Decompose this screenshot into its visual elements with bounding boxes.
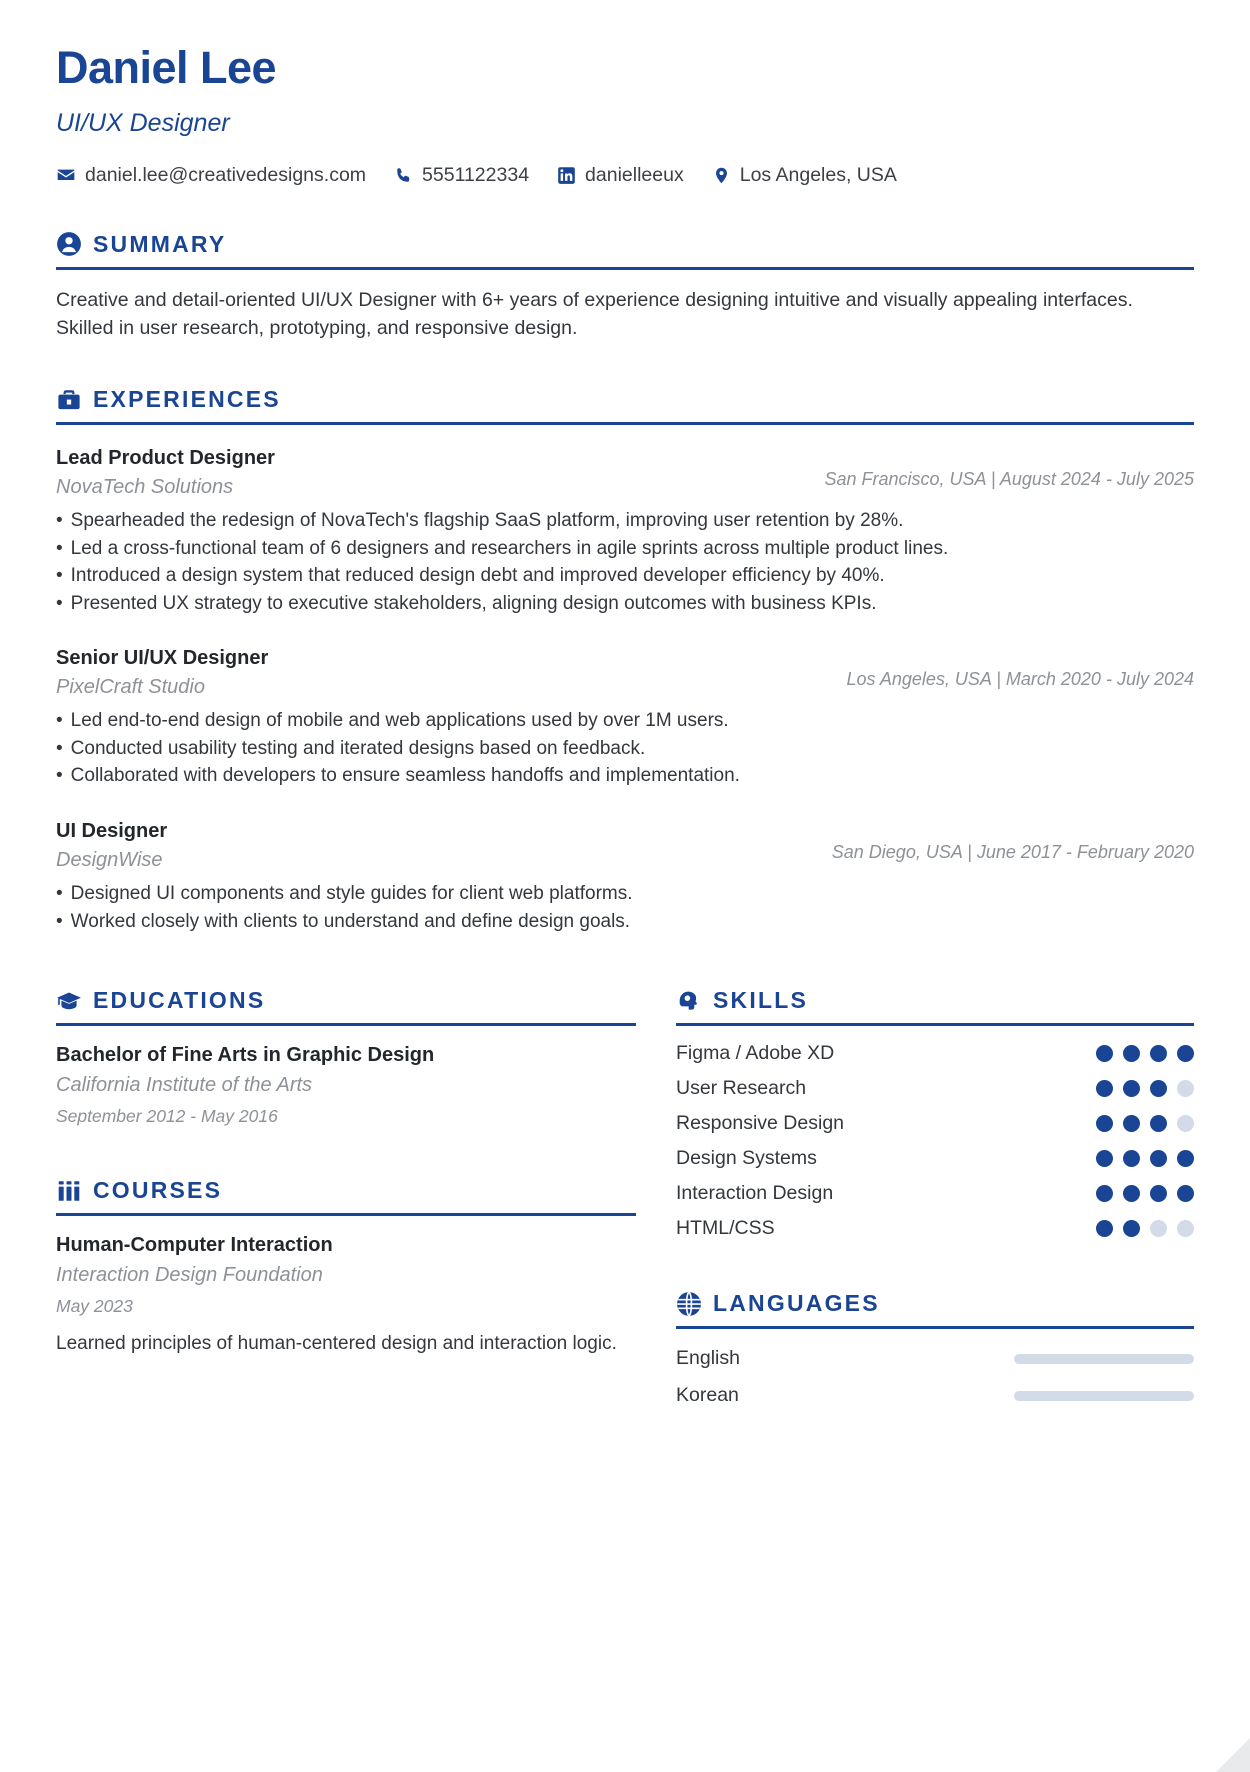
bullet-marker-icon: • <box>56 592 63 614</box>
experience-bullet <box>56 908 1194 936</box>
language-list <box>676 1347 1194 1407</box>
skill-row <box>676 1077 1194 1100</box>
experience-heading <box>56 647 1194 699</box>
language-row <box>676 1384 1194 1407</box>
contact-item-phone[interactable] <box>394 164 529 187</box>
language-level-bar <box>1014 1354 1194 1364</box>
right-column <box>676 987 1194 1407</box>
skill-level-dot <box>1177 1150 1194 1167</box>
courses-section <box>56 1177 636 1358</box>
course-item <box>56 1234 636 1358</box>
skill-level-dot <box>1150 1045 1167 1062</box>
contact-item-email[interactable] <box>56 164 366 187</box>
contact-value: 5551122334 <box>422 163 530 186</box>
experience-location-dates: San Diego, USA | June 2017 - February 2020 <box>831 841 1194 862</box>
skill-row <box>676 1182 1194 1205</box>
skill-level-dot <box>1123 1185 1140 1202</box>
educations-title: EDUCATIONS <box>93 987 266 1014</box>
educations-header <box>56 987 636 1020</box>
skill-level-dot <box>1177 1220 1194 1237</box>
skill-level-dots <box>1096 1185 1194 1202</box>
experience-company: PixelCraft Studio <box>56 676 205 699</box>
skill-level-dot <box>1150 1080 1167 1097</box>
bullet-marker-icon: • <box>56 565 63 587</box>
skill-level-dot <box>1177 1185 1194 1202</box>
educations-section <box>56 987 636 1127</box>
experience-bullets <box>56 707 1194 790</box>
language-level-bar <box>1014 1391 1194 1401</box>
skills-header <box>676 987 1194 1020</box>
experiences-title: EXPERIENCES <box>93 386 281 413</box>
course-description: Learned principles of human-centered design and interaction logic. <box>56 1333 617 1355</box>
skill-level-dot <box>1123 1220 1140 1237</box>
skill-level-dot <box>1150 1220 1167 1237</box>
experience-bullet <box>56 507 1194 535</box>
skill-row <box>676 1112 1194 1135</box>
experience-company: NovaTech Solutions <box>56 476 234 499</box>
experience-role: UI Designer <box>56 819 168 842</box>
bullet-text: Worked closely with clients to understand and define design goals. <box>70 910 631 932</box>
skill-level-dot <box>1123 1045 1140 1062</box>
phone-icon <box>394 166 413 185</box>
skills-divider <box>676 1023 1194 1026</box>
skill-name: Figma / Adobe XD <box>676 1042 835 1065</box>
location-pin-icon <box>712 166 731 185</box>
skill-level-dot <box>1096 1220 1113 1237</box>
experience-identity <box>56 820 832 872</box>
bullet-text: Collaborated with developers to ensure seamless handoffs and implementation. <box>70 765 740 787</box>
bullet-text: Led end-to-end design of mobile and web applications used by over 1M users. <box>70 710 729 732</box>
experience-company: DesignWise <box>56 848 163 871</box>
bullet-text: Introduced a design system that reduced design debt and improved developer efficiency by 40%. <box>70 565 885 587</box>
contact-value: Los Angeles, USA <box>739 163 897 186</box>
summary-text: Creative and detail-oriented UI/UX Designer with 6+ years of experience designing intuitive and visually appealing interfaces. Skilled in user research, prototyping, and responsive design. <box>56 288 1133 339</box>
experience-bullet <box>56 880 1194 908</box>
skill-name: HTML/CSS <box>676 1217 775 1240</box>
contact-item-location-pin[interactable] <box>712 164 897 187</box>
bullet-marker-icon: • <box>56 737 63 759</box>
skill-name: User Research <box>676 1077 807 1100</box>
experience-list <box>56 447 1194 935</box>
education-list <box>56 1044 636 1127</box>
educations-divider <box>56 1023 636 1026</box>
skill-row <box>676 1042 1194 1065</box>
bullet-text: Designed UI components and style guides for client web platforms. <box>70 882 633 904</box>
lower-columns <box>56 987 1194 1407</box>
bullet-marker-icon: • <box>56 510 63 532</box>
courses-title: COURSES <box>93 1177 223 1204</box>
graduation-cap-icon <box>56 988 82 1014</box>
skill-level-dot <box>1096 1080 1113 1097</box>
experience-identity <box>56 447 824 499</box>
skill-name: Responsive Design <box>676 1112 845 1135</box>
left-column <box>56 987 636 1407</box>
experience-bullet <box>56 562 1194 590</box>
skill-level-dots <box>1096 1080 1194 1097</box>
skill-level-dot <box>1150 1115 1167 1132</box>
education-item <box>56 1044 636 1127</box>
skill-level-dots <box>1096 1150 1194 1167</box>
bullet-text: Led a cross-functional team of 6 designers and researchers in agile sprints across multiple product lines. <box>70 537 949 559</box>
experience-bullet <box>56 590 1194 618</box>
skill-name: Interaction Design <box>676 1182 834 1205</box>
education-degree: Bachelor of Fine Arts in Graphic Design <box>56 1044 435 1067</box>
linkedin-icon <box>557 166 576 185</box>
summary-header <box>56 231 1194 264</box>
candidate-name: Daniel Lee <box>56 42 277 93</box>
experience-role: Lead Product Designer <box>56 447 275 470</box>
skill-list <box>676 1042 1194 1240</box>
experience-item <box>56 820 1194 935</box>
courses-header <box>56 1177 636 1210</box>
bullet-text: Conducted usability testing and iterated designs based on feedback. <box>70 737 646 759</box>
experience-bullet <box>56 707 1194 735</box>
experiences-header <box>56 386 1194 419</box>
summary-divider <box>56 267 1194 270</box>
candidate-job-title: UI/UX Designer <box>56 108 230 137</box>
skill-level-dot <box>1096 1150 1113 1167</box>
languages-divider <box>676 1326 1194 1329</box>
bullet-marker-icon: • <box>56 882 63 904</box>
skill-level-dot <box>1150 1150 1167 1167</box>
skill-row <box>676 1147 1194 1170</box>
courses-divider <box>56 1213 636 1216</box>
skill-level-dot <box>1123 1080 1140 1097</box>
globe-icon <box>676 1291 702 1317</box>
experiences-section <box>56 386 1194 935</box>
education-school: California Institute of the Arts <box>56 1074 313 1097</box>
experience-bullets <box>56 507 1194 617</box>
experience-item <box>56 647 1194 790</box>
course-date: May 2023 <box>56 1296 133 1317</box>
bullet-marker-icon: • <box>56 537 63 559</box>
experience-location-dates: San Francisco, USA | August 2024 - July 2025 <box>824 469 1194 490</box>
skill-level-dot <box>1096 1185 1113 1202</box>
user-circle-icon <box>56 231 82 257</box>
skill-level-dot <box>1177 1115 1194 1132</box>
experience-bullet <box>56 535 1194 563</box>
skill-name: Design Systems <box>676 1147 817 1170</box>
course-list <box>56 1234 636 1358</box>
course-title: Human-Computer Interaction <box>56 1234 333 1257</box>
skill-level-dot <box>1177 1080 1194 1097</box>
experience-item <box>56 447 1194 617</box>
languages-title: LANGUAGES <box>713 1290 880 1317</box>
contact-value: daniel.lee@creativedesigns.com <box>85 163 367 186</box>
bullet-marker-icon: • <box>56 710 63 732</box>
bar-chart-icon <box>56 1178 82 1204</box>
languages-section <box>676 1290 1194 1407</box>
contact-value: danielleeux <box>585 163 684 186</box>
skill-level-dot <box>1177 1045 1194 1062</box>
skill-level-dots <box>1096 1115 1194 1132</box>
experience-location-dates: Los Angeles, USA | March 2020 - July 2024 <box>846 669 1194 690</box>
head-brain-icon <box>676 988 702 1014</box>
experiences-divider <box>56 422 1194 425</box>
education-date: September 2012 - May 2016 <box>56 1106 278 1127</box>
language-name: English <box>676 1347 740 1370</box>
skill-level-dot <box>1123 1150 1140 1167</box>
skill-row <box>676 1217 1194 1240</box>
experience-role: Senior UI/UX Designer <box>56 647 269 670</box>
skill-level-dot <box>1150 1185 1167 1202</box>
languages-header <box>676 1290 1194 1323</box>
course-provider: Interaction Design Foundation <box>56 1264 323 1287</box>
language-name: Korean <box>676 1384 739 1407</box>
contact-item-linkedin[interactable] <box>557 164 684 187</box>
contact-row <box>56 164 1194 187</box>
experience-bullet <box>56 735 1194 763</box>
bullet-text: Presented UX strategy to executive stakeholders, aligning design outcomes with business KPIs. <box>70 592 877 614</box>
briefcase-icon <box>56 387 82 413</box>
experience-heading <box>56 447 1194 499</box>
email-icon <box>56 165 76 185</box>
bullet-text: Spearheaded the redesign of NovaTech's flagship SaaS platform, improving user retention by 28%. <box>70 510 904 532</box>
skills-title: SKILLS <box>713 987 808 1014</box>
skill-level-dots <box>1096 1045 1194 1062</box>
summary-title: SUMMARY <box>93 230 227 257</box>
skill-level-dot <box>1123 1115 1140 1132</box>
skill-level-dot <box>1096 1045 1113 1062</box>
language-row <box>676 1347 1194 1370</box>
summary-section <box>56 231 1194 343</box>
experience-identity <box>56 647 846 699</box>
experience-bullets <box>56 880 1194 935</box>
experience-heading <box>56 820 1194 872</box>
bullet-marker-icon: • <box>56 765 63 787</box>
page-corner-fold <box>1216 1738 1250 1772</box>
experience-bullet <box>56 762 1194 790</box>
resume-header <box>56 44 1194 187</box>
bullet-marker-icon: • <box>56 910 63 932</box>
skills-section <box>676 987 1194 1240</box>
skill-level-dot <box>1096 1115 1113 1132</box>
skill-level-dots <box>1096 1220 1194 1237</box>
